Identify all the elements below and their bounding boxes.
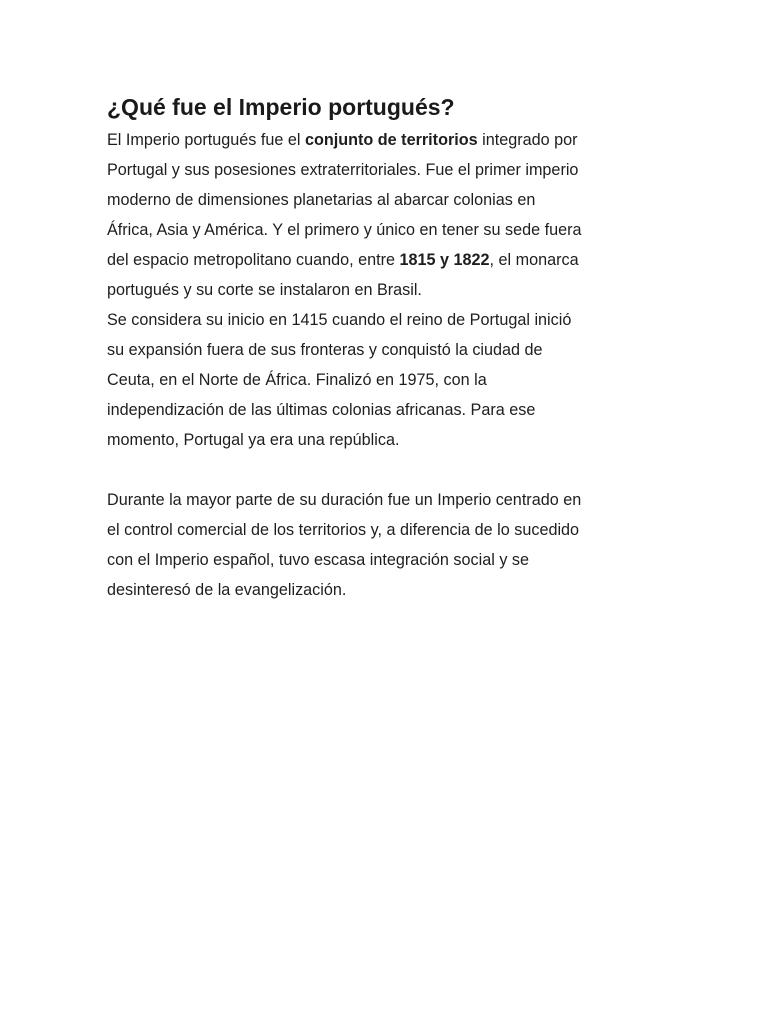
text-line: con el Imperio español, tuvo escasa integración social y se <box>107 551 530 569</box>
text-line <box>107 125 667 155</box>
page-title: ¿Qué fue el Imperio portugués? <box>107 94 455 120</box>
text-line <box>107 245 667 275</box>
paragraph-intro <box>107 125 667 305</box>
bold-dates: 1815 y 1822 <box>399 251 490 269</box>
text-span: integrado por <box>477 131 578 149</box>
text-line: portugués y su corte se instalaron en Brasil. <box>107 281 422 299</box>
paragraph-characteristics <box>107 485 667 605</box>
text-line: su expansión fuera de sus fronteras y conquistó la ciudad de <box>107 341 543 359</box>
bold-term: conjunto de territorios <box>304 131 478 149</box>
text-line: Ceuta, en el Norte de África. Finalizó en 1975, con la <box>107 371 487 389</box>
text-line: África, Asia y América. Y el primero y único en tener su sede fuera <box>107 221 582 239</box>
document-page <box>107 92 667 605</box>
text-line: Portugal y sus posesiones extraterritoriales. Fue el primer imperio <box>107 161 579 179</box>
text-line: Durante la mayor parte de su duración fue un Imperio centrado en <box>107 491 582 509</box>
text-span: El Imperio portugués fue el <box>107 131 305 149</box>
text-line: moderno de dimensiones planetarias al abarcar colonias en <box>107 191 536 209</box>
text-line: Se considera su inicio en 1415 cuando el reino de Portugal inició <box>107 311 572 329</box>
text-line: momento, Portugal ya era una república. <box>107 431 400 449</box>
text-line: independización de las últimas colonias africanas. Para ese <box>107 401 536 419</box>
paragraph-spacer <box>107 455 667 485</box>
text-span: del espacio metropolitano cuando, entre <box>107 251 400 269</box>
text-line: desinteresó de la evangelización. <box>107 581 347 599</box>
text-span: , el monarca <box>489 251 579 269</box>
text-line: el control comercial de los territorios y, a diferencia de lo sucedido <box>107 521 580 539</box>
paragraph-history <box>107 305 667 455</box>
